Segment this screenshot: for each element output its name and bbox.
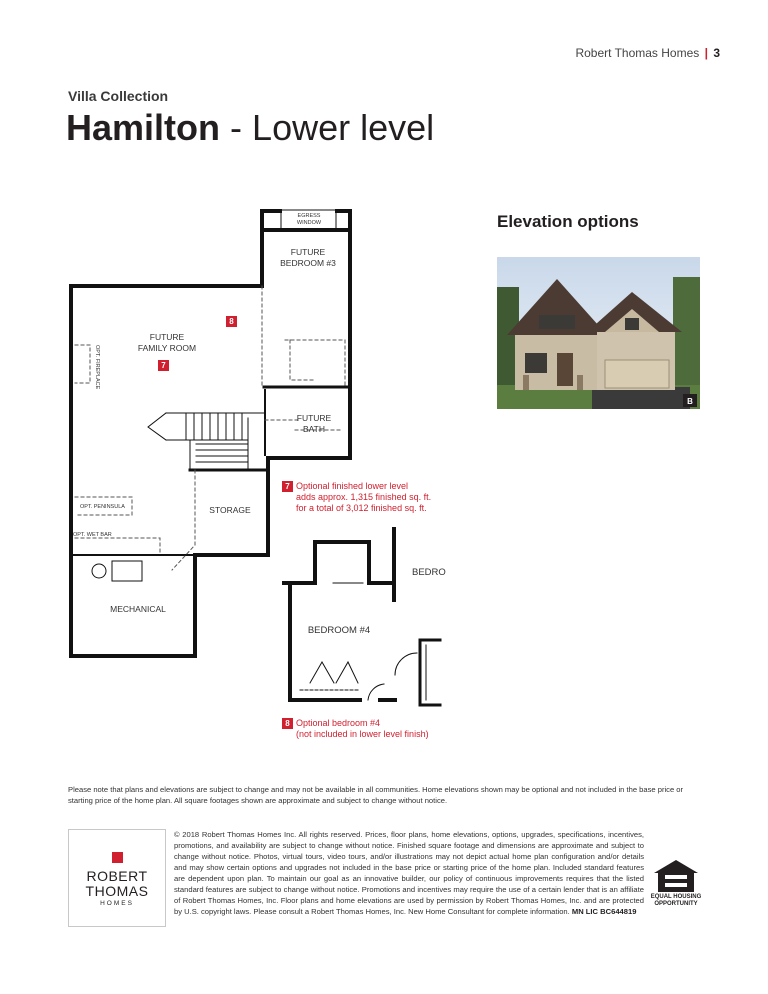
equal-housing-label: EQUAL HOUSING OPPORTUNITY [650,894,702,907]
opt-fireplace-label: OPT. FIREPLACE [94,345,100,390]
bedroom-cut-label: BEDRO [412,567,446,578]
logo-subtext: HOMES [100,900,134,907]
company-logo [68,829,166,927]
bedroom-4-label: BEDROOM #4 [307,625,371,636]
copyright-text: © 2018 Robert Thomas Homes Inc. All rights reserved. Prices, floor plans, home elevations, options, upgrades, specifications, incentives, promotions, and availability are subject to change without notice. Finished square footage and dimensions are approximate and subject to change without notice. Photos, virtual tours, video tours, and/or illustrations may not depict actual home plan configuration and/or details and may show certain options and upgrades not included in the base price or starting price of the home plan. Included standard features are dependent upon plan. To maintain our goal as an innovative builder, our policy of continuous improvements requires that the listed standard features are subject to change without notice. Promotions and incentives may require the use of a certain lender that is an affiliate of Robert Thomas Homes, Inc. Floor plans and home elevations are used by permission by Robert Thomas Homes, Inc. and are protected by U.S. copyright laws. Please consult a Robert Thomas Homes, Inc. New Home Consultant for complete information. MN LIC BC644819 [174,830,644,916]
plan-name: Hamilton [66,107,221,148]
page-number: 3 [713,46,720,60]
storage-label: STORAGE [209,505,251,515]
collection-name: Villa Collection [68,88,169,104]
note-8-badge: 8 [282,718,293,729]
future-bedroom-3-label: FUTURE BEDROOM #3 [280,247,336,268]
future-bath-label: FUTURE BATH [296,413,332,434]
future-family-room-label: FUTURE FAMILY ROOM [137,332,197,353]
title-dash: - [230,107,243,148]
elevation-image [497,257,700,409]
opt-wet-bar-label: OPT. WET BAR [73,532,112,538]
note-7-text: Optional finished lower level adds approx. 1,315 finished sq. ft. for a total of 3,012 finished sq. ft. [296,481,432,513]
disclaimer-text: Please note that plans and elevations are subject to change and may not be available in all communities. Home elevations shown may be optional and not included in the base price or starting price of the home plan. All square footages shown are approximate and subject to change without notice. [68,785,684,805]
brand-name: Robert Thomas Homes [575,46,700,60]
license-number: MN LIC BC644819 [571,907,637,916]
header-separator: | [704,46,708,60]
elevation-heading: Elevation options [497,212,639,231]
egress-window-label: EGRESS WINDOW [296,213,322,226]
equal-housing-icon [652,859,700,893]
mechanical-label: MECHANICAL [110,604,166,614]
logo-mark [112,852,123,863]
opt-peninsula-label: OPT. PENINSULA [80,504,125,510]
logo-wordmark: ROBERT THOMAS [85,868,149,899]
plan-level: Lower level [252,107,435,148]
plan-badge-8: 8 [226,316,237,327]
plan-badge-7: 7 [158,360,169,371]
elevation-badge: B [687,397,693,406]
note-8-text: Optional bedroom #4 (not included in lower level finish) [296,718,429,739]
note-7-badge: 7 [282,481,293,492]
